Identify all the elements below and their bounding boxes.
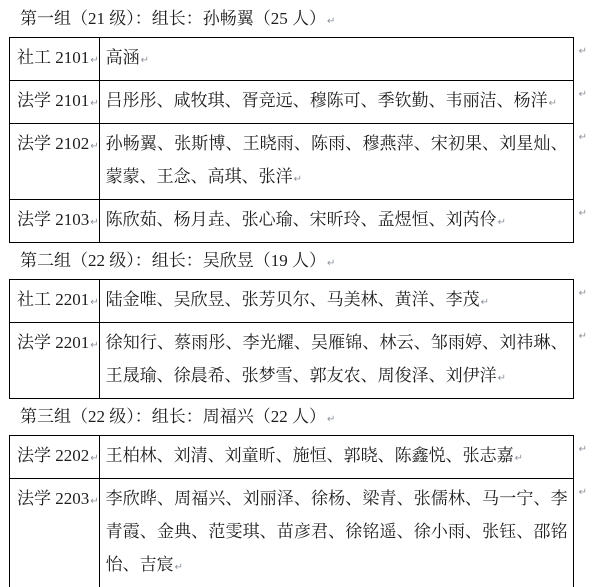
cell-end-mark-icon: ↵ (90, 453, 99, 464)
group-heading (20, 5, 601, 35)
paragraph-mark-icon: ↵ (327, 258, 336, 269)
class-id-label: 法学 2202 (17, 446, 90, 465)
member-names-cell (99, 81, 573, 124)
class-id-cell (10, 124, 100, 200)
member-names-text: 高涵 (105, 48, 140, 67)
class-id-label: 法学 2102 (17, 134, 90, 153)
table-row (10, 280, 596, 323)
class-id-label: 社工 2201 (17, 290, 90, 309)
class-id-label: 法学 2103 (17, 210, 90, 229)
class-id-cell (10, 38, 100, 81)
member-names-cell (99, 479, 573, 587)
group-section-2 (0, 247, 601, 399)
cell-end-mark-icon: ↵ (90, 55, 99, 66)
table-row (10, 124, 596, 200)
row-end-mark-icon: ↵ (578, 443, 588, 455)
group-heading-text: 第三组（22 级）：组长：周福兴（22 人） (20, 407, 326, 426)
cell-end-mark-icon: ↵ (90, 496, 99, 507)
row-end-cell (573, 200, 595, 243)
class-id-cell (10, 436, 100, 479)
class-id-label: 社工 2101 (17, 48, 90, 67)
member-names-cell (99, 280, 573, 323)
cell-end-mark-icon: ↵ (90, 340, 99, 351)
group-heading-text: 第二组（22 级）：组长：吴欣昱（19 人） (20, 251, 326, 270)
group-heading (20, 403, 601, 433)
cell-end-mark-icon: ↵ (514, 453, 524, 464)
row-end-mark-icon: ↵ (578, 486, 588, 498)
table-row (10, 479, 596, 587)
cell-end-mark-icon: ↵ (497, 373, 507, 384)
member-names-text: 王柏林、刘清、刘童昕、施恒、郭晓、陈鑫悦、张志嘉 (105, 446, 514, 465)
row-end-mark-icon: ↵ (578, 287, 588, 299)
class-id-cell (10, 81, 100, 124)
row-end-cell (573, 124, 595, 200)
group-table (9, 435, 596, 587)
cell-end-mark-icon: ↵ (293, 174, 303, 185)
row-end-cell (573, 436, 595, 479)
row-end-mark-icon: ↵ (578, 207, 588, 219)
cell-end-mark-icon: ↵ (174, 562, 184, 573)
row-end-mark-icon: ↵ (578, 45, 588, 57)
paragraph-mark-icon: ↵ (327, 414, 336, 425)
cell-end-mark-icon: ↵ (140, 55, 150, 66)
cell-end-mark-icon: ↵ (90, 217, 99, 228)
row-end-mark-icon: ↵ (578, 88, 588, 100)
cell-end-mark-icon: ↵ (497, 217, 507, 228)
group-section-3 (0, 403, 601, 587)
table-row (10, 81, 596, 124)
cell-end-mark-icon: ↵ (480, 297, 490, 308)
row-end-cell (573, 280, 595, 323)
member-names-cell (99, 323, 573, 399)
cell-end-mark-icon: ↵ (90, 98, 99, 109)
cell-end-mark-icon: ↵ (90, 141, 99, 152)
table-row (10, 436, 596, 479)
group-heading-text: 第一组（21 级）：组长：孙畅翼（25 人） (20, 9, 326, 28)
member-names-cell (99, 124, 573, 200)
group-section-1 (0, 5, 601, 243)
row-end-cell (573, 323, 595, 399)
class-id-cell (10, 280, 100, 323)
table-row (10, 200, 596, 243)
member-names-text: 陆金唯、吴欣昱、张芳贝尔、马美林、黄洋、李茂 (105, 290, 480, 309)
row-end-mark-icon: ↵ (578, 330, 588, 342)
member-names-text: 陈欣茹、杨月垚、张心瑜、宋昕玲、孟煜恒、刘芮伶 (105, 210, 497, 229)
member-names-text: 李欣晔、周福兴、刘丽泽、徐杨、梁青、张儒林、马一宁、李青霞、金典、范雯琪、苗彦君、徐铭遥、徐小雨、张钰、邵铭怡、吉宸 (105, 489, 568, 574)
class-id-label: 法学 2101 (17, 91, 90, 110)
row-end-cell (573, 479, 595, 587)
class-id-label: 法学 2203 (17, 489, 90, 508)
group-heading (20, 247, 601, 277)
class-id-label: 法学 2201 (17, 333, 90, 352)
paragraph-mark-icon: ↵ (327, 16, 336, 27)
class-id-cell (10, 323, 100, 399)
table-row (10, 323, 596, 399)
member-names-text: 徐知行、蔡雨彤、李光耀、吴雁锦、林云、邹雨婷、刘祎琳、王晟瑜、徐晨希、张梦雪、郭友农、周俊泽、刘伊洋 (105, 333, 568, 385)
row-end-cell (573, 81, 595, 124)
row-end-mark-icon: ↵ (578, 131, 588, 143)
table-row (10, 38, 596, 81)
class-id-cell (10, 479, 100, 587)
group-table (9, 37, 596, 243)
member-names-text: 孙畅翼、张斯博、王晓雨、陈雨、穆燕萍、宋初果、刘星灿、蒙蒙、王念、高琪、张洋 (105, 134, 568, 186)
member-names-cell (99, 38, 573, 81)
cell-end-mark-icon: ↵ (90, 297, 99, 308)
row-end-cell (573, 38, 595, 81)
member-names-text: 吕彤彤、咸牧琪、胥竞远、穆陈可、季钦勤、韦丽洁、杨洋 (105, 91, 548, 110)
group-table (9, 279, 596, 399)
member-names-cell (99, 200, 573, 243)
cell-end-mark-icon: ↵ (548, 98, 558, 109)
class-id-cell (10, 200, 100, 243)
member-names-cell (99, 436, 573, 479)
